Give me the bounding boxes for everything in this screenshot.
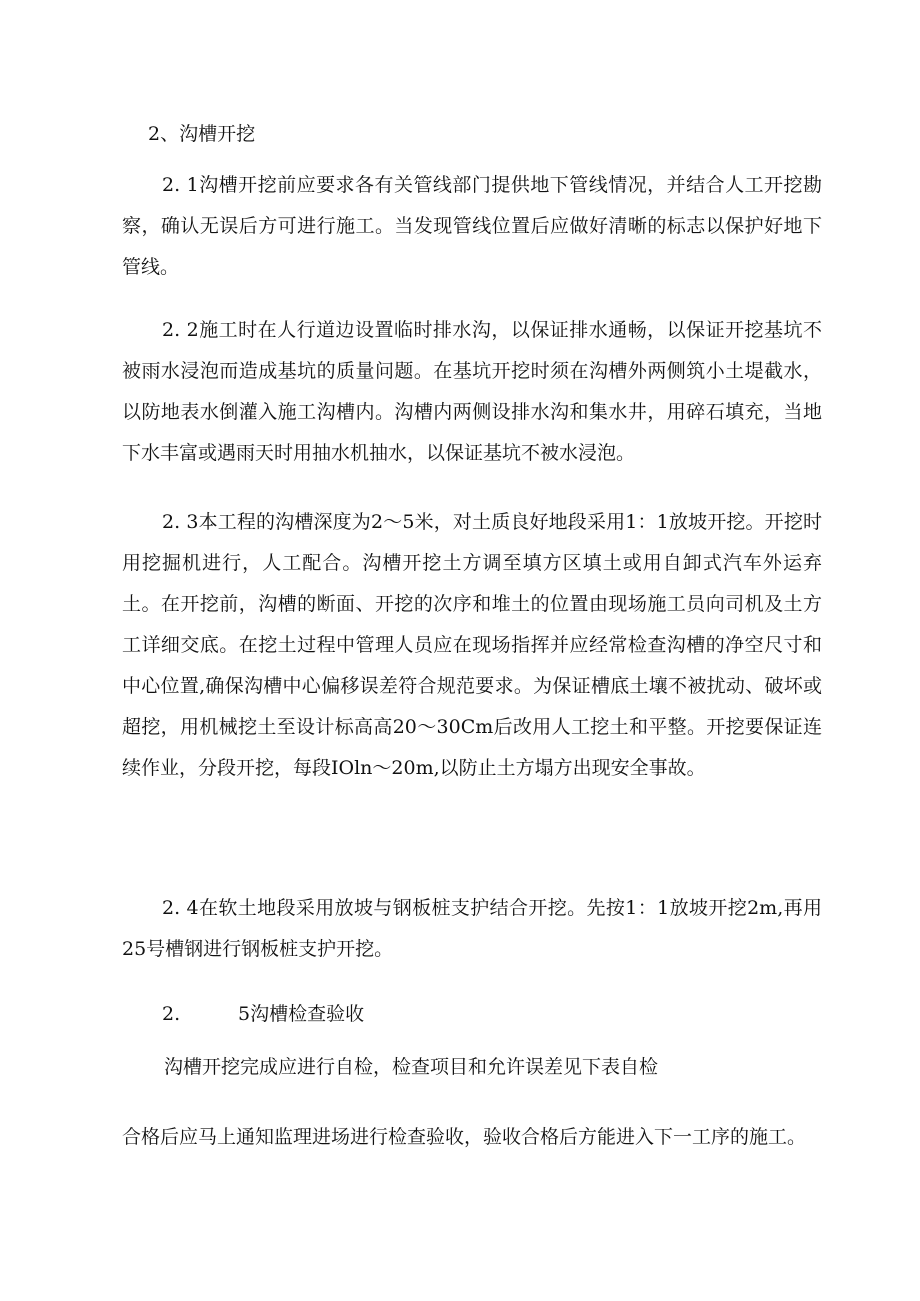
closing-paragraph: 合格后应马上通知监理进场进行检查验收，验收合格后方能进入下一工序的施工。 <box>122 1126 807 1148</box>
subsection-title: 5沟槽检查验收 <box>238 1003 365 1025</box>
paragraph-2-4: 2. 4在软土地段采用放坡与钢板桩支护结合开挖。先按1：1放坡开挖2m,再用25号槽钢进行钢板桩支护开挖。 <box>122 897 822 960</box>
paragraph-2-3: 2. 3本工程的沟槽深度为2～5米，对土质良好地段采用1：1放坡开挖。开挖时用挖掘机进行，人工配合。沟槽开挖土方调至填方区填土或用自卸式汽车外运弃土。在开挖前，沟槽的断面、开挖的次序和堆土的位置由现场施工员向司机及土方工详细交底。在挖土过程中管理人员应在现场指挥并应经常检查沟槽的净空尺寸和中心位置,确保沟槽中心偏移误差符合规范要求。为保证槽底土壤不被扰动、破坏或超挖，用机械挖土至设计标高高20～30Cm后改用人工挖土和平整。开挖要保证连续作业，分段开挖，每段IOln～20m,以防止土方塌方出现安全事故。 <box>122 511 822 779</box>
paragraph-2-1: 2. 1沟槽开挖前应要求各有关管线部门提供地下管线情况，并结合人工开挖勘察，确认无误后方可进行施工。当发现管线位置后应做好清晰的标志以保护好地下管线。 <box>122 174 822 278</box>
inspection-line: 沟槽开挖完成应进行自检，检查项目和允许误差见下表自检 <box>164 1056 659 1078</box>
section-heading: 2、沟槽开挖 <box>148 123 256 145</box>
paragraph-2-2: 2. 2施工时在人行道边设置临时排水沟，以保证排水通畅，以保证开挖基坑不被雨水浸泡而造成基坑的质量问题。在基坑开挖时须在沟槽外两侧筑小土堤截水，以防地表水倒灌入施工沟槽内。沟槽内两侧设排水沟和集水井，用碎石填充，当地下水丰富或遇雨天时用抽水机抽水，以保证基坑不被水浸泡。 <box>122 319 822 464</box>
subsection-heading <box>162 1000 364 1028</box>
subsection-number: 2. <box>162 1003 181 1025</box>
